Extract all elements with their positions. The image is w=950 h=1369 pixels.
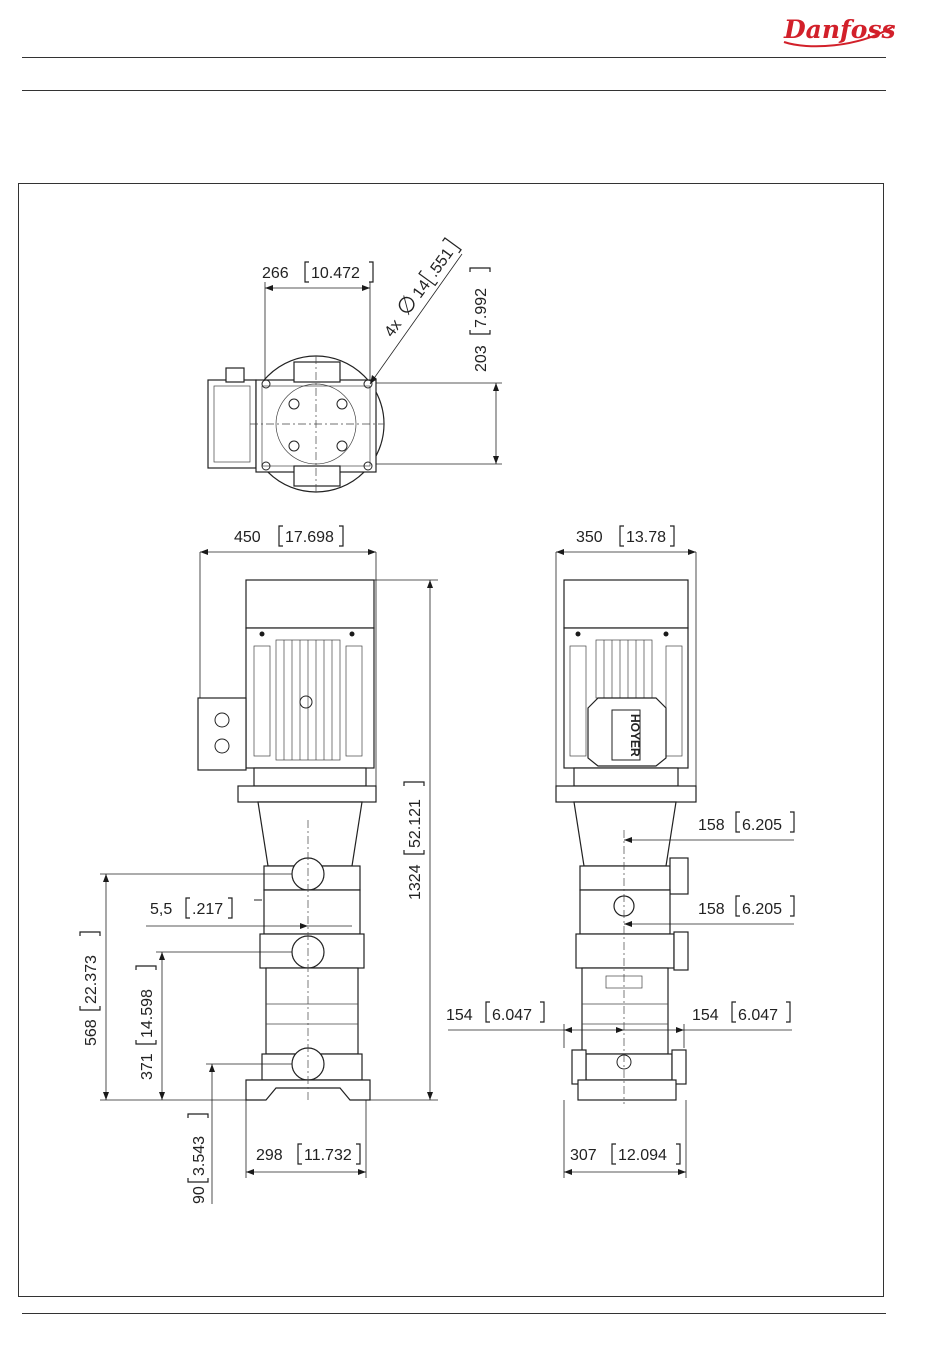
top-width-mm: 266 bbox=[262, 265, 289, 282]
front-width-mm: 450 bbox=[234, 529, 261, 546]
side-width-inch: 13.78 bbox=[626, 529, 667, 546]
top-view bbox=[208, 236, 502, 492]
front-base-width-inch: 11.732 bbox=[304, 1147, 352, 1164]
side-width-mm: 350 bbox=[576, 529, 603, 546]
top-height-mm: 203 bbox=[473, 345, 490, 372]
side-lower-offset-mm: 158 bbox=[698, 901, 725, 918]
outlet-height-inch: 14.598 bbox=[139, 989, 156, 1038]
front-width-inch: 17.698 bbox=[285, 529, 334, 546]
flange-offset-mm: 5,5 bbox=[150, 901, 173, 918]
side-lower-offset-inch: 6.205 bbox=[742, 901, 783, 918]
flange-offset-inch: .217 bbox=[192, 901, 224, 918]
logo-text: Danfoss bbox=[784, 15, 896, 44]
holes-dia-inch: .551 bbox=[424, 245, 458, 281]
top-height-inch: 7.992 bbox=[473, 287, 490, 328]
holes-dia-mm: 14 bbox=[409, 277, 434, 302]
front-view bbox=[80, 526, 438, 1204]
top-width-inch: 10.472 bbox=[311, 265, 360, 282]
inlet-height-mm: 568 bbox=[83, 1019, 100, 1046]
side-left-offset-mm: 154 bbox=[446, 1007, 473, 1024]
outlet-height-mm: 371 bbox=[139, 1053, 156, 1080]
side-base-width-inch: 12.094 bbox=[618, 1147, 667, 1164]
base-height-inch: 3.543 bbox=[191, 1135, 208, 1176]
inlet-height-inch: 22.373 bbox=[83, 955, 100, 1004]
front-base-width-mm: 298 bbox=[256, 1147, 283, 1164]
side-base-width-mm: 307 bbox=[570, 1147, 597, 1164]
holes-dia-symbol: ∅ bbox=[391, 289, 423, 320]
side-left-offset-inch: 6.047 bbox=[492, 1007, 533, 1024]
side-upper-offset-mm: 158 bbox=[698, 817, 725, 834]
holes-count: 4x bbox=[381, 316, 406, 341]
side-right-offset-inch: 6.047 bbox=[738, 1007, 779, 1024]
base-height-mm: 90 bbox=[191, 1186, 208, 1204]
front-height-mm: 1324 bbox=[407, 864, 424, 900]
side-view bbox=[446, 526, 794, 1178]
side-upper-offset-inch: 6.205 bbox=[742, 817, 783, 834]
front-height-inch: 52.121 bbox=[407, 799, 424, 848]
motor-label: HOYER bbox=[628, 714, 642, 757]
side-right-offset-mm: 154 bbox=[692, 1007, 719, 1024]
